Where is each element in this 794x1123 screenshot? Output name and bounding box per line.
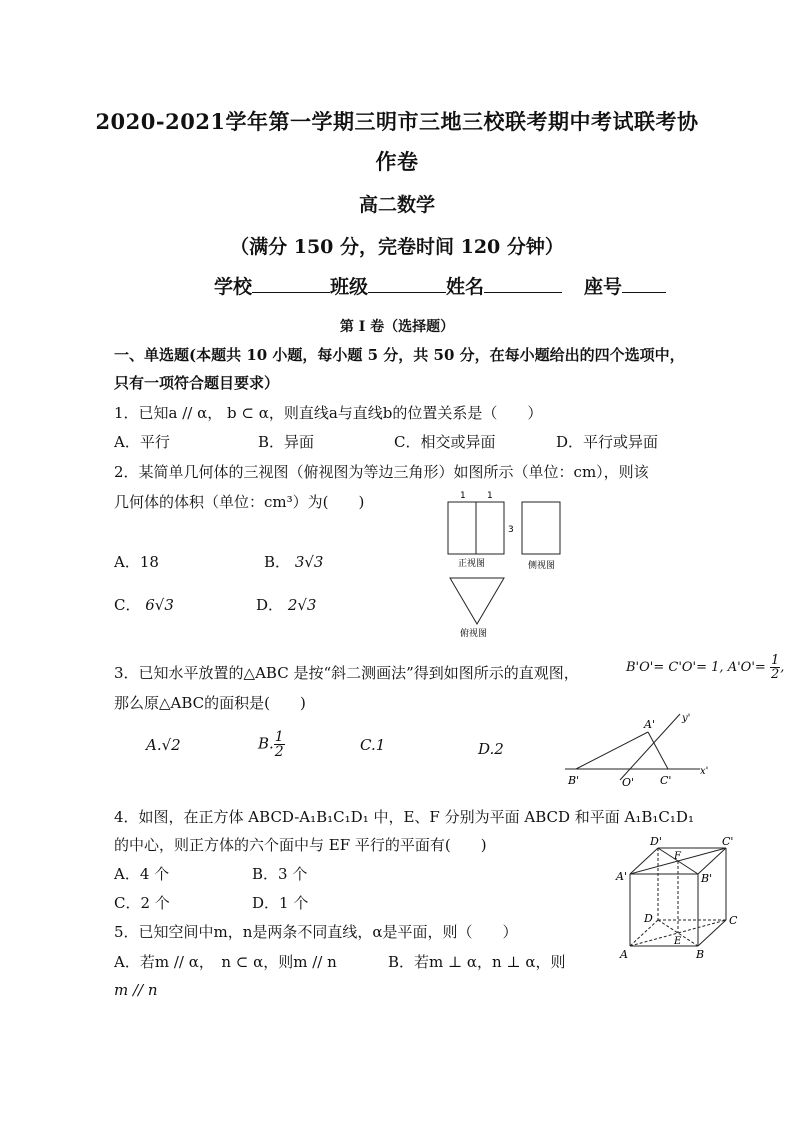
q2-option-d xyxy=(256,594,316,615)
q2-stem-line2: 几何体的体积（单位：cm³）为( ) xyxy=(114,493,365,511)
q1-option-b: B．异面 xyxy=(258,433,315,451)
q3-option-a: A.√2 xyxy=(146,736,181,754)
q2-option-c-value: 6√3 xyxy=(145,596,174,614)
exam-title-line1: 2020-2021学年第一学期三明市三地三校联考期中考试联考协 xyxy=(95,109,699,134)
label-b1: B' xyxy=(701,872,713,885)
q3-condition-end: , xyxy=(780,660,785,675)
q4-cube-svg xyxy=(616,836,746,962)
q3-oblique-svg xyxy=(560,710,710,790)
q3-condition-text: B'O'= C'O'= 1, A'O'= xyxy=(626,660,766,675)
q3-frac-num: 1 xyxy=(770,653,780,668)
class-blank[interactable] xyxy=(368,274,446,293)
front-view-label: 正视图 xyxy=(458,559,486,569)
q2-three-views-figure xyxy=(440,488,590,638)
q3-option-b-label: B. xyxy=(258,734,274,753)
label-e: E xyxy=(674,936,682,947)
dim-label-1a: 1 xyxy=(460,491,466,501)
q3-stem-line1: 3．已知水平放置的△ABC 是按“斜二测画法”得到如图所示的直观图， xyxy=(114,664,579,682)
q3-option-b xyxy=(258,730,285,759)
class-label: 班级 xyxy=(330,276,369,298)
q1-option-c: C．相交或异面 xyxy=(394,433,496,451)
q2-option-b xyxy=(264,551,323,572)
q4-stem-line1: 4．如图，在正方体 ABCD-A₁B₁C₁D₁ 中，E、F 分别为平面 ABCD 和平面 A₁B₁C₁D₁ xyxy=(114,808,694,826)
y-axis-label: y' xyxy=(682,713,691,724)
top-view-label: 俯视图 xyxy=(460,629,488,639)
q1-stem: 1．已知a // α， b ⊂ α，则直线a与直线b的位置关系是（ ） xyxy=(114,404,543,422)
q1-option-a: A．平行 xyxy=(114,433,170,451)
q4-option-b: B．3 个 xyxy=(252,865,308,883)
label-d1: D' xyxy=(650,835,662,848)
q2-option-c-label: C． xyxy=(114,596,141,614)
q5-option-a: A．若m // α， n ⊂ α，则m // n xyxy=(114,953,337,971)
q2-three-views-svg xyxy=(440,488,590,638)
seat-blank[interactable] xyxy=(622,274,666,293)
label-c1: C' xyxy=(722,835,734,848)
subject-title: 高二数学 xyxy=(358,194,435,216)
point-c-label: C' xyxy=(660,774,672,787)
label-b: B xyxy=(696,948,705,961)
q2-stem-line1: 2．某简单几何体的三视图（俯视图为等边三角形）如图所示（单位：cm），则该 xyxy=(114,463,649,481)
point-a-label: A' xyxy=(644,718,655,731)
label-d: D xyxy=(644,912,653,925)
q3-option-c: C.1 xyxy=(360,736,386,754)
q3-condition xyxy=(626,654,784,681)
q3-frac-den: 2 xyxy=(770,667,780,682)
q2-option-b-value: 3√3 xyxy=(294,553,324,571)
info-fields-row xyxy=(214,272,666,299)
segment-b-a xyxy=(576,732,648,769)
q2-option-b-label: B． xyxy=(264,553,291,571)
q3-stem-line2: 那么原△ABC的面积是( ) xyxy=(114,694,306,712)
q4-option-a: A．4 个 xyxy=(114,865,170,883)
q4-stem-line2: 的中心，则正方体的六个面中与 EF 平行的平面有( ) xyxy=(114,836,487,854)
q2-option-d-value: 2√3 xyxy=(287,596,317,614)
name-label: 姓名 xyxy=(446,276,485,298)
q5-option-b: B．若m ⊥ α，n ⊥ α，则 xyxy=(388,953,566,971)
section-instructions-line1: 一、单选题(本题共 10 小题，每小题 5 分，共 50 分，在每小题给出的四个选项中， xyxy=(114,346,685,364)
seat-label: 座号 xyxy=(584,276,623,298)
exam-title-line2: 作卷 xyxy=(375,149,419,174)
side-view-rect xyxy=(522,502,560,554)
school-blank[interactable] xyxy=(252,274,330,293)
q4-cube-figure xyxy=(616,836,746,962)
q3-oblique-figure xyxy=(560,710,710,790)
q3-option-b-fraction xyxy=(274,730,285,759)
q3-option-b-den: 2 xyxy=(274,744,284,760)
q5-option-b-continued: m // n xyxy=(114,981,158,999)
x-axis-label: x' xyxy=(700,766,709,777)
part1-heading: 第 I 卷（选择题） xyxy=(339,319,455,335)
q2-option-a: A．18 xyxy=(114,553,159,571)
edge-b-c xyxy=(698,920,726,946)
dim-label-1b: 1 xyxy=(487,491,493,501)
point-b-label: B' xyxy=(568,774,580,787)
section-instructions-line2: 只有一项符合题目要求） xyxy=(114,374,280,392)
q2-option-c xyxy=(114,594,174,615)
q3-condition-fraction xyxy=(770,654,780,681)
name-blank[interactable] xyxy=(484,274,562,293)
point-o-label: O' xyxy=(622,776,635,789)
q1-option-d: D．平行或异面 xyxy=(556,433,659,451)
label-c: C xyxy=(729,914,738,927)
school-label: 学校 xyxy=(214,276,253,298)
label-a1: A' xyxy=(616,870,627,883)
q3-option-b-num: 1 xyxy=(274,729,284,745)
label-a: A xyxy=(620,948,628,961)
q2-option-d-label: D． xyxy=(256,596,284,614)
q4-option-d: D．1 个 xyxy=(252,894,309,912)
dim-label-3: 3 xyxy=(508,525,514,535)
q3-option-d: D.2 xyxy=(478,740,504,758)
q5-stem: 5．已知空间中m，n是两条不同直线，α是平面，则（ ） xyxy=(114,923,518,941)
label-f: F xyxy=(674,851,681,862)
side-view-label: 侧视图 xyxy=(528,561,556,571)
score-info: （满分 150 分，完卷时间 120 分钟） xyxy=(230,236,564,258)
q4-option-c: C．2 个 xyxy=(114,894,170,912)
top-view-triangle xyxy=(450,578,504,624)
